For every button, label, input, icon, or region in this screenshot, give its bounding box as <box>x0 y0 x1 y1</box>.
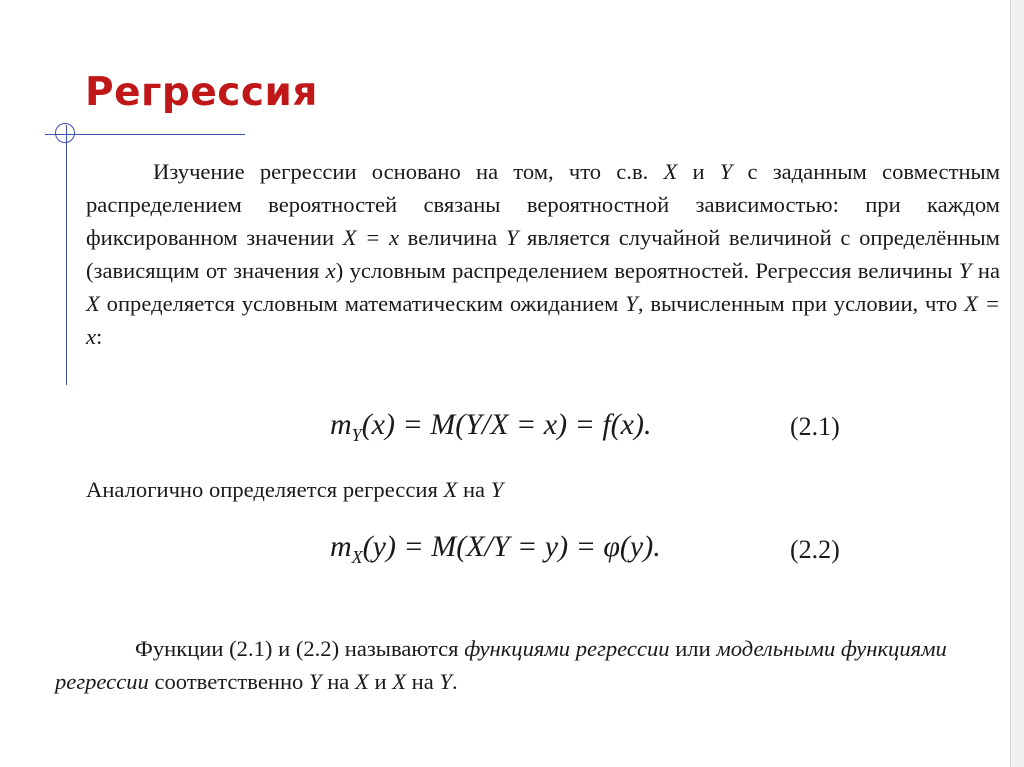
decorative-vertical-line <box>66 125 67 385</box>
equation-2-2: $m_X(y) = M(X/Y = y) = \varphi(y)$. <box>330 530 661 567</box>
slide-frame-edge <box>1010 0 1024 767</box>
paragraph-regression-definition: Изучение регрессии основано на том, что с.в. X и Y с заданным совместным распределением вероятностей связаны вероятностной зависимостью: при каждом фиксированном значении X = x величина Y является случайной величиной с определённым (зависящим от значения x) условным распределением вероятностей. Регрессия величины Y на X определяется условным математическим ожиданием Y, вычисленным при условии, что X = x: <box>86 159 1001 349</box>
equation-number-2-1: (2.1) <box>790 412 840 441</box>
decorative-horizontal-line <box>45 134 245 135</box>
decorative-circle-icon <box>55 123 75 143</box>
equation-2-1: $m_Y(x) = M(Y/X = x) = f(x)$. <box>330 408 652 445</box>
slide-title: Регрессия <box>85 70 318 115</box>
paragraph-regression-functions: Функции (2.1) и (2.2) называются функциями регрессии или модельными функциями регрессии соответственно Y на X и X на Y. <box>55 636 947 694</box>
paragraph-analogous-regression: Аналогично определяется регрессия X на Y <box>86 477 504 502</box>
equation-number-2-2: (2.2) <box>790 535 840 564</box>
